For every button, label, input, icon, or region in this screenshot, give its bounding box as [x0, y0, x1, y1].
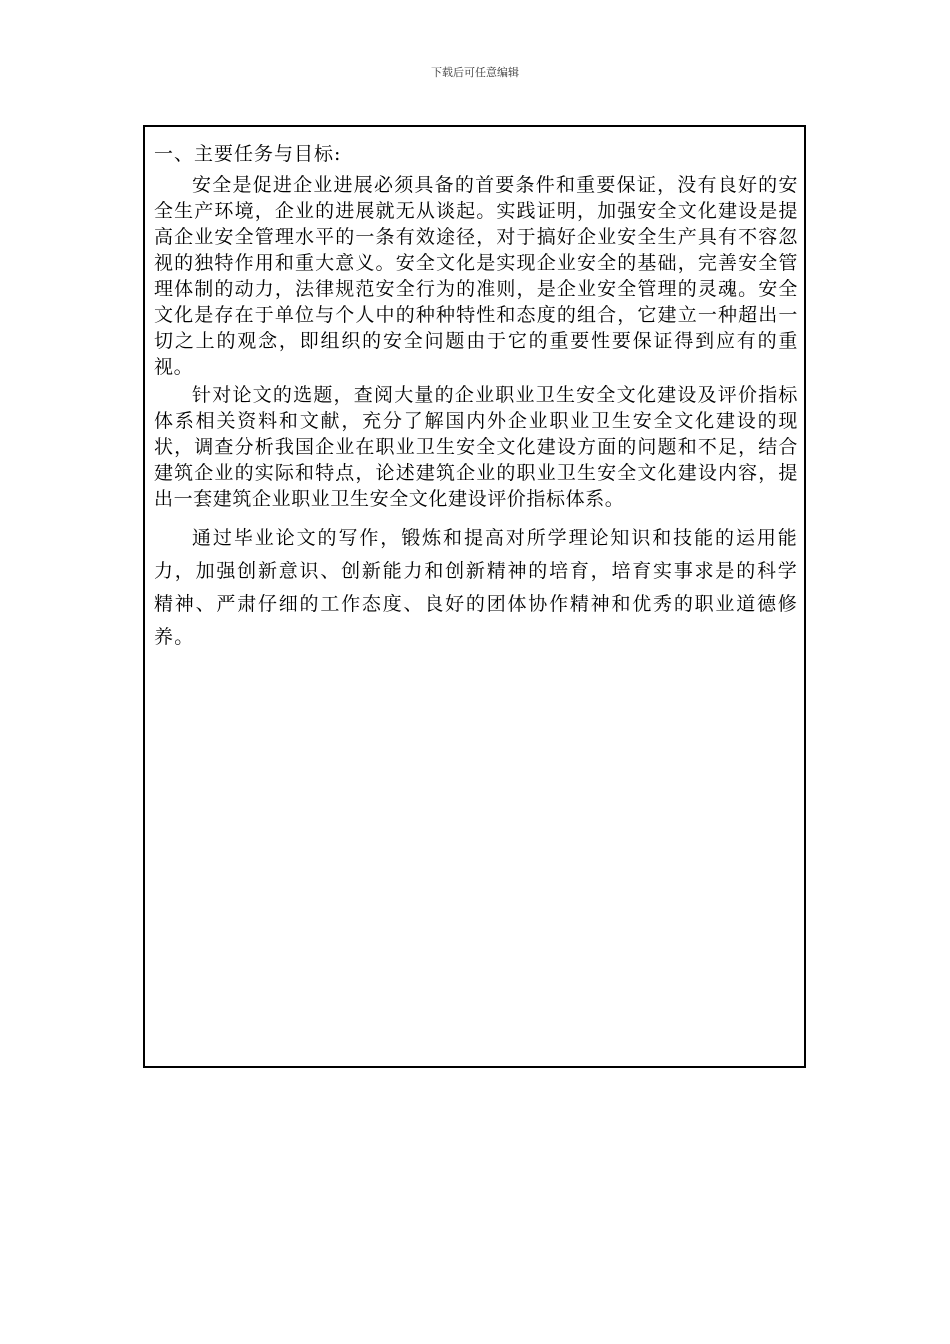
task-form-box — [143, 125, 806, 1068]
paragraph-training-goals: 通过毕业论文的写作，锻炼和提高对所学理论知识和技能的运用能力，加强创新意识、创新能力和创新精神的培育，培育实事求是的科学精神、严肃仔细的工作态度、良好的团体协作精神和优秀的职业道德修养。 — [154, 527, 798, 648]
page-header: 下载后可任意编辑 — [431, 66, 519, 79]
paragraph-research-plan: 针对论文的选题，查阅大量的企业职业卫生安全文化建设及评价指标体系相关资料和文献，充分了解国内外企业职业卫生安全文化建设的现状，调查分析我国企业在职业卫生安全文化建设方面的问题和不足，结合建筑企业的实际和特点，论述建筑企业的职业卫生安全文化建设内容，提出一套建筑企业职业卫生安全文化建设评价指标体系。 — [154, 384, 798, 510]
paragraph-safety-importance: 安全是促进企业进展必须具备的首要条件和重要保证，没有良好的安全生产环境，企业的进展就无从谈起。实践证明，加强安全文化建设是提高企业安全管理水平的一条有效途径，对于搞好企业安全生产具有不容忽视的独特作用和重大意义。安全文化是实现企业安全的基础，完善安全管理体制的动力，法律规范安全行为的准则，是企业安全管理的灵魂。安全文化是存在于单位与个人中的种种特性和态度的组合，它建立一种超出一切之上的观念，即组织的安全问题由于它的重要性要保证得到应有的重视。 — [154, 174, 798, 378]
task-section — [154, 141, 798, 654]
section-title: 一、主要任务与目标: — [154, 143, 342, 165]
